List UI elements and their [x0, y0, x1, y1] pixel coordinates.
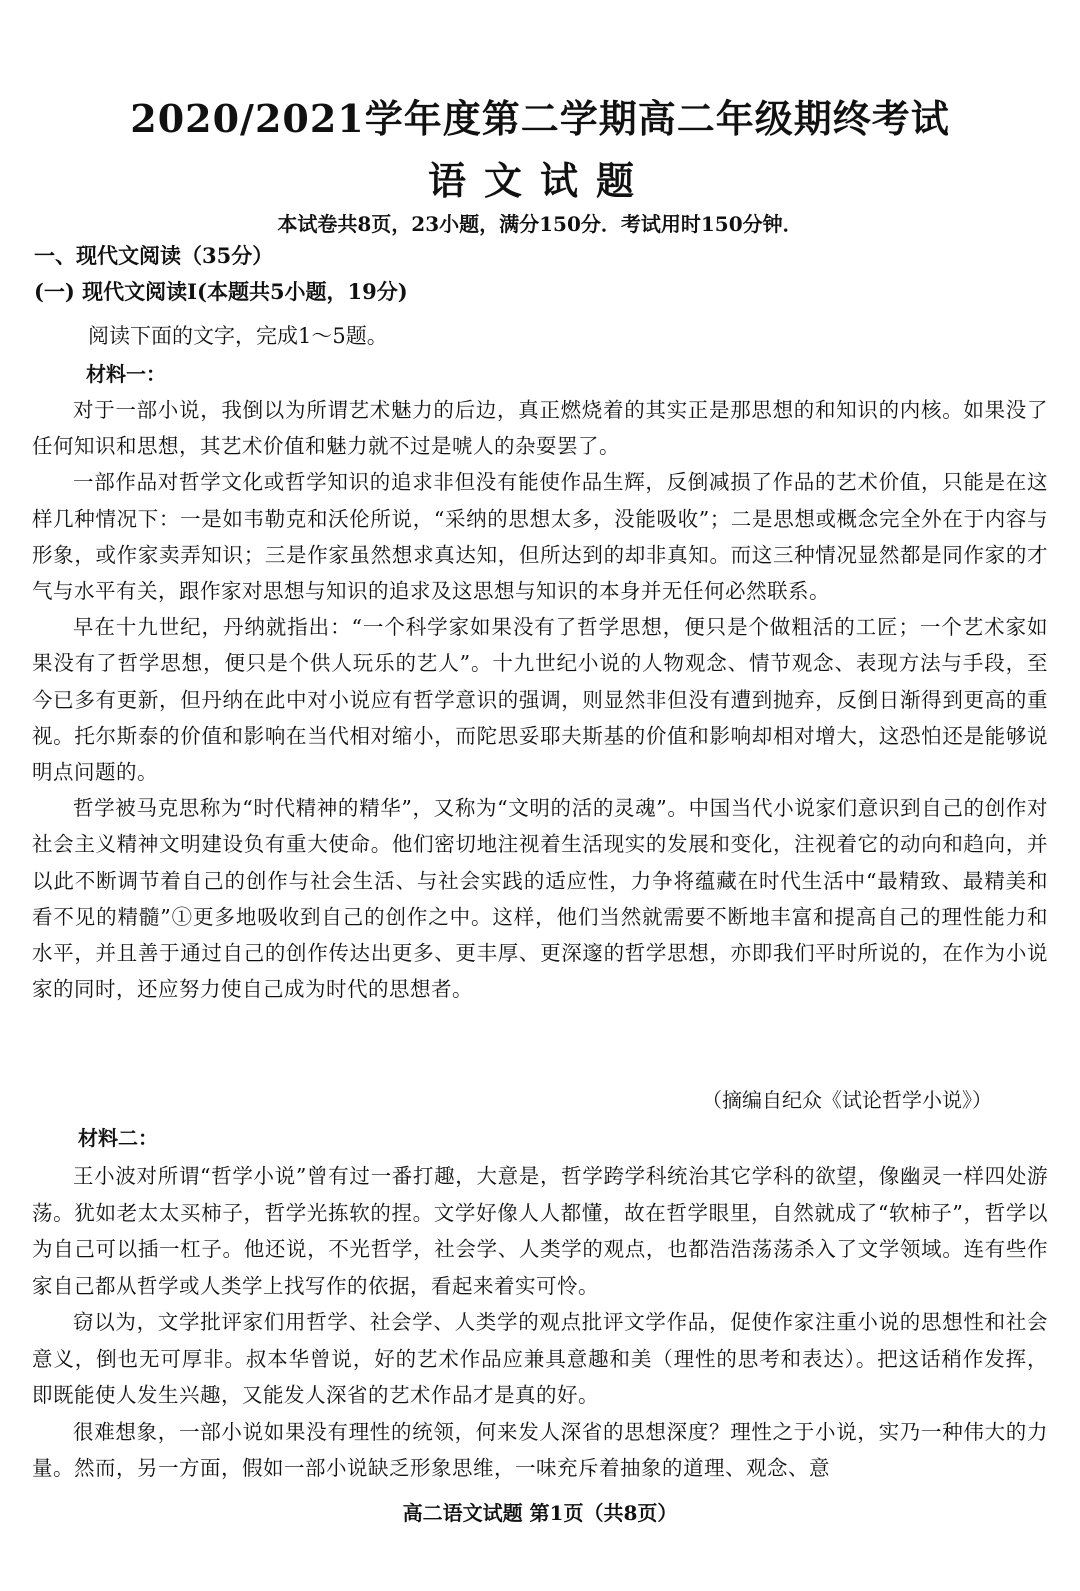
material-one-paragraph: 对于一部小说，我倒以为所谓艺术魅力的后边，真正燃烧着的其实正是那思想的和知识的内核。如果没了任何知识和思想，其艺术价值和魅力就不过是唬人的杂耍罢了。 — [32, 398, 1048, 459]
material-two-label: 材料二： — [78, 1126, 158, 1150]
exam-title: 2020/2021学年度第二学期高二年级期终考试 — [130, 96, 950, 141]
material-two-paragraph: 很难想象，一部小说如果没有理性的统领，何来发人深省的思想深度？理性之于小说，实乃一种伟大的力量。然而，另一方面，假如一部小说缺乏形象思维，一味充斥着抽象的道理、观念、意 — [32, 1419, 1048, 1480]
material-two-paragraph: 王小波对所谓“哲学小说”曾有过一番打趣，大意是，哲学跨学科统治其它学科的欲望，像幽灵一样四处游荡。犹如老太太买柿子，哲学光拣软的捏。文学好像人人都懂，故在哲学眼里，自然就成了“软柿子”，哲学以为自己可以插一杠子。他还说，不光哲学，社会学、人类学的观点，也都浩浩荡荡杀入了文学领域。连有些作家自己都从哲学或人类学上找写作的依据，看起来着实可怜。 — [32, 1164, 1048, 1298]
material-one-label: 材料一： — [86, 362, 166, 386]
exam-instructions: 本试卷共8页，23小题，满分150分．考试用时150分钟． — [277, 212, 803, 236]
material-one-body — [32, 392, 1048, 1007]
material-one-paragraph: 早在十九世纪，丹纳就指出：“一个科学家如果没有了哲学思想，便只是个做粗活的工匠；一个艺术家如果没有了哲学思想，便只是个供人玩乐的艺人”。十九世纪小说的人物观念、情节观念、表现方法与手段，至今已多有更新，但丹纳在此中对小说应有哲学意识的强调，则显然非但没有遭到抛弃，反倒日渐得到更高的重视。托尔斯泰的价值和影响在当代相对缩小，而陀思妥耶夫斯基的价值和影响却相对增大，这恐怕还是能够说明点问题的。 — [32, 615, 1048, 785]
subject-title: 语文试题 — [427, 158, 652, 203]
section-subheading: (一) 现代文阅读I(本题共5小题，19分) — [34, 279, 408, 304]
section-heading: 一、现代文阅读（35分） — [34, 243, 274, 268]
material-one-paragraph: 一部作品对哲学文化或哲学知识的追求非但没有能使作品生辉，反倒减损了作品的艺术价值，只能是在这样几种情况下：一是如韦勒克和沃伦所说，“采纳的思想太多，没能吸收”；二是思想或概念完全外在于内容与形象，或作家卖弄知识；三是作家虽然想求真达知，但所达到的却非真知。而这三种情况显然都是同作家的才气与水平有关，跟作家对思想与知识的追求及这思想与知识的本身并无任何必然联系。 — [32, 470, 1048, 604]
material-one-source: （摘编自纪众《试论哲学小说》） — [702, 1088, 992, 1112]
reading-instructions: 阅读下面的文字，完成1～5题。 — [88, 324, 388, 348]
material-one-paragraph: 哲学被马克思称为“时代精神的精华”，又称为“文明的活的灵魂”。中国当代小说家们意识到自己的创作对社会主义精神文明建设负有重大使命。他们密切地注视着生活现实的发展和变化，注视着它的动向和趋向，并以此不断调节着自己的创作与社会生活、与社会实践的适应性，力争将蕴藏在时代生活中“最精致、最精美和看不见的精髓”①更多地吸收到自己的创作之中。这样，他们当然就需要不断地丰富和提高自己的理性能力和水平，并且善于通过自己的创作传达出更多、更丰厚、更深邃的哲学思想，亦即我们平时所说的，在作为小说家的同时，还应努力使自己成为时代的思想者。 — [32, 796, 1048, 1002]
material-two-paragraph: 窃以为，文学批评家们用哲学、社会学、人类学的观点批评文学作品，促使作家注重小说的思想性和社会意义，倒也无可厚非。叔本华曾说，好的艺术作品应兼具意趣和美（理性的思考和表达）。把这话稍作发挥，即既能使人发生兴趣，又能发人深省的艺术作品才是真的好。 — [32, 1310, 1048, 1407]
page-footer: 高二语文试题 第1页（共8页） — [402, 1501, 678, 1525]
material-two-body — [32, 1158, 1048, 1487]
